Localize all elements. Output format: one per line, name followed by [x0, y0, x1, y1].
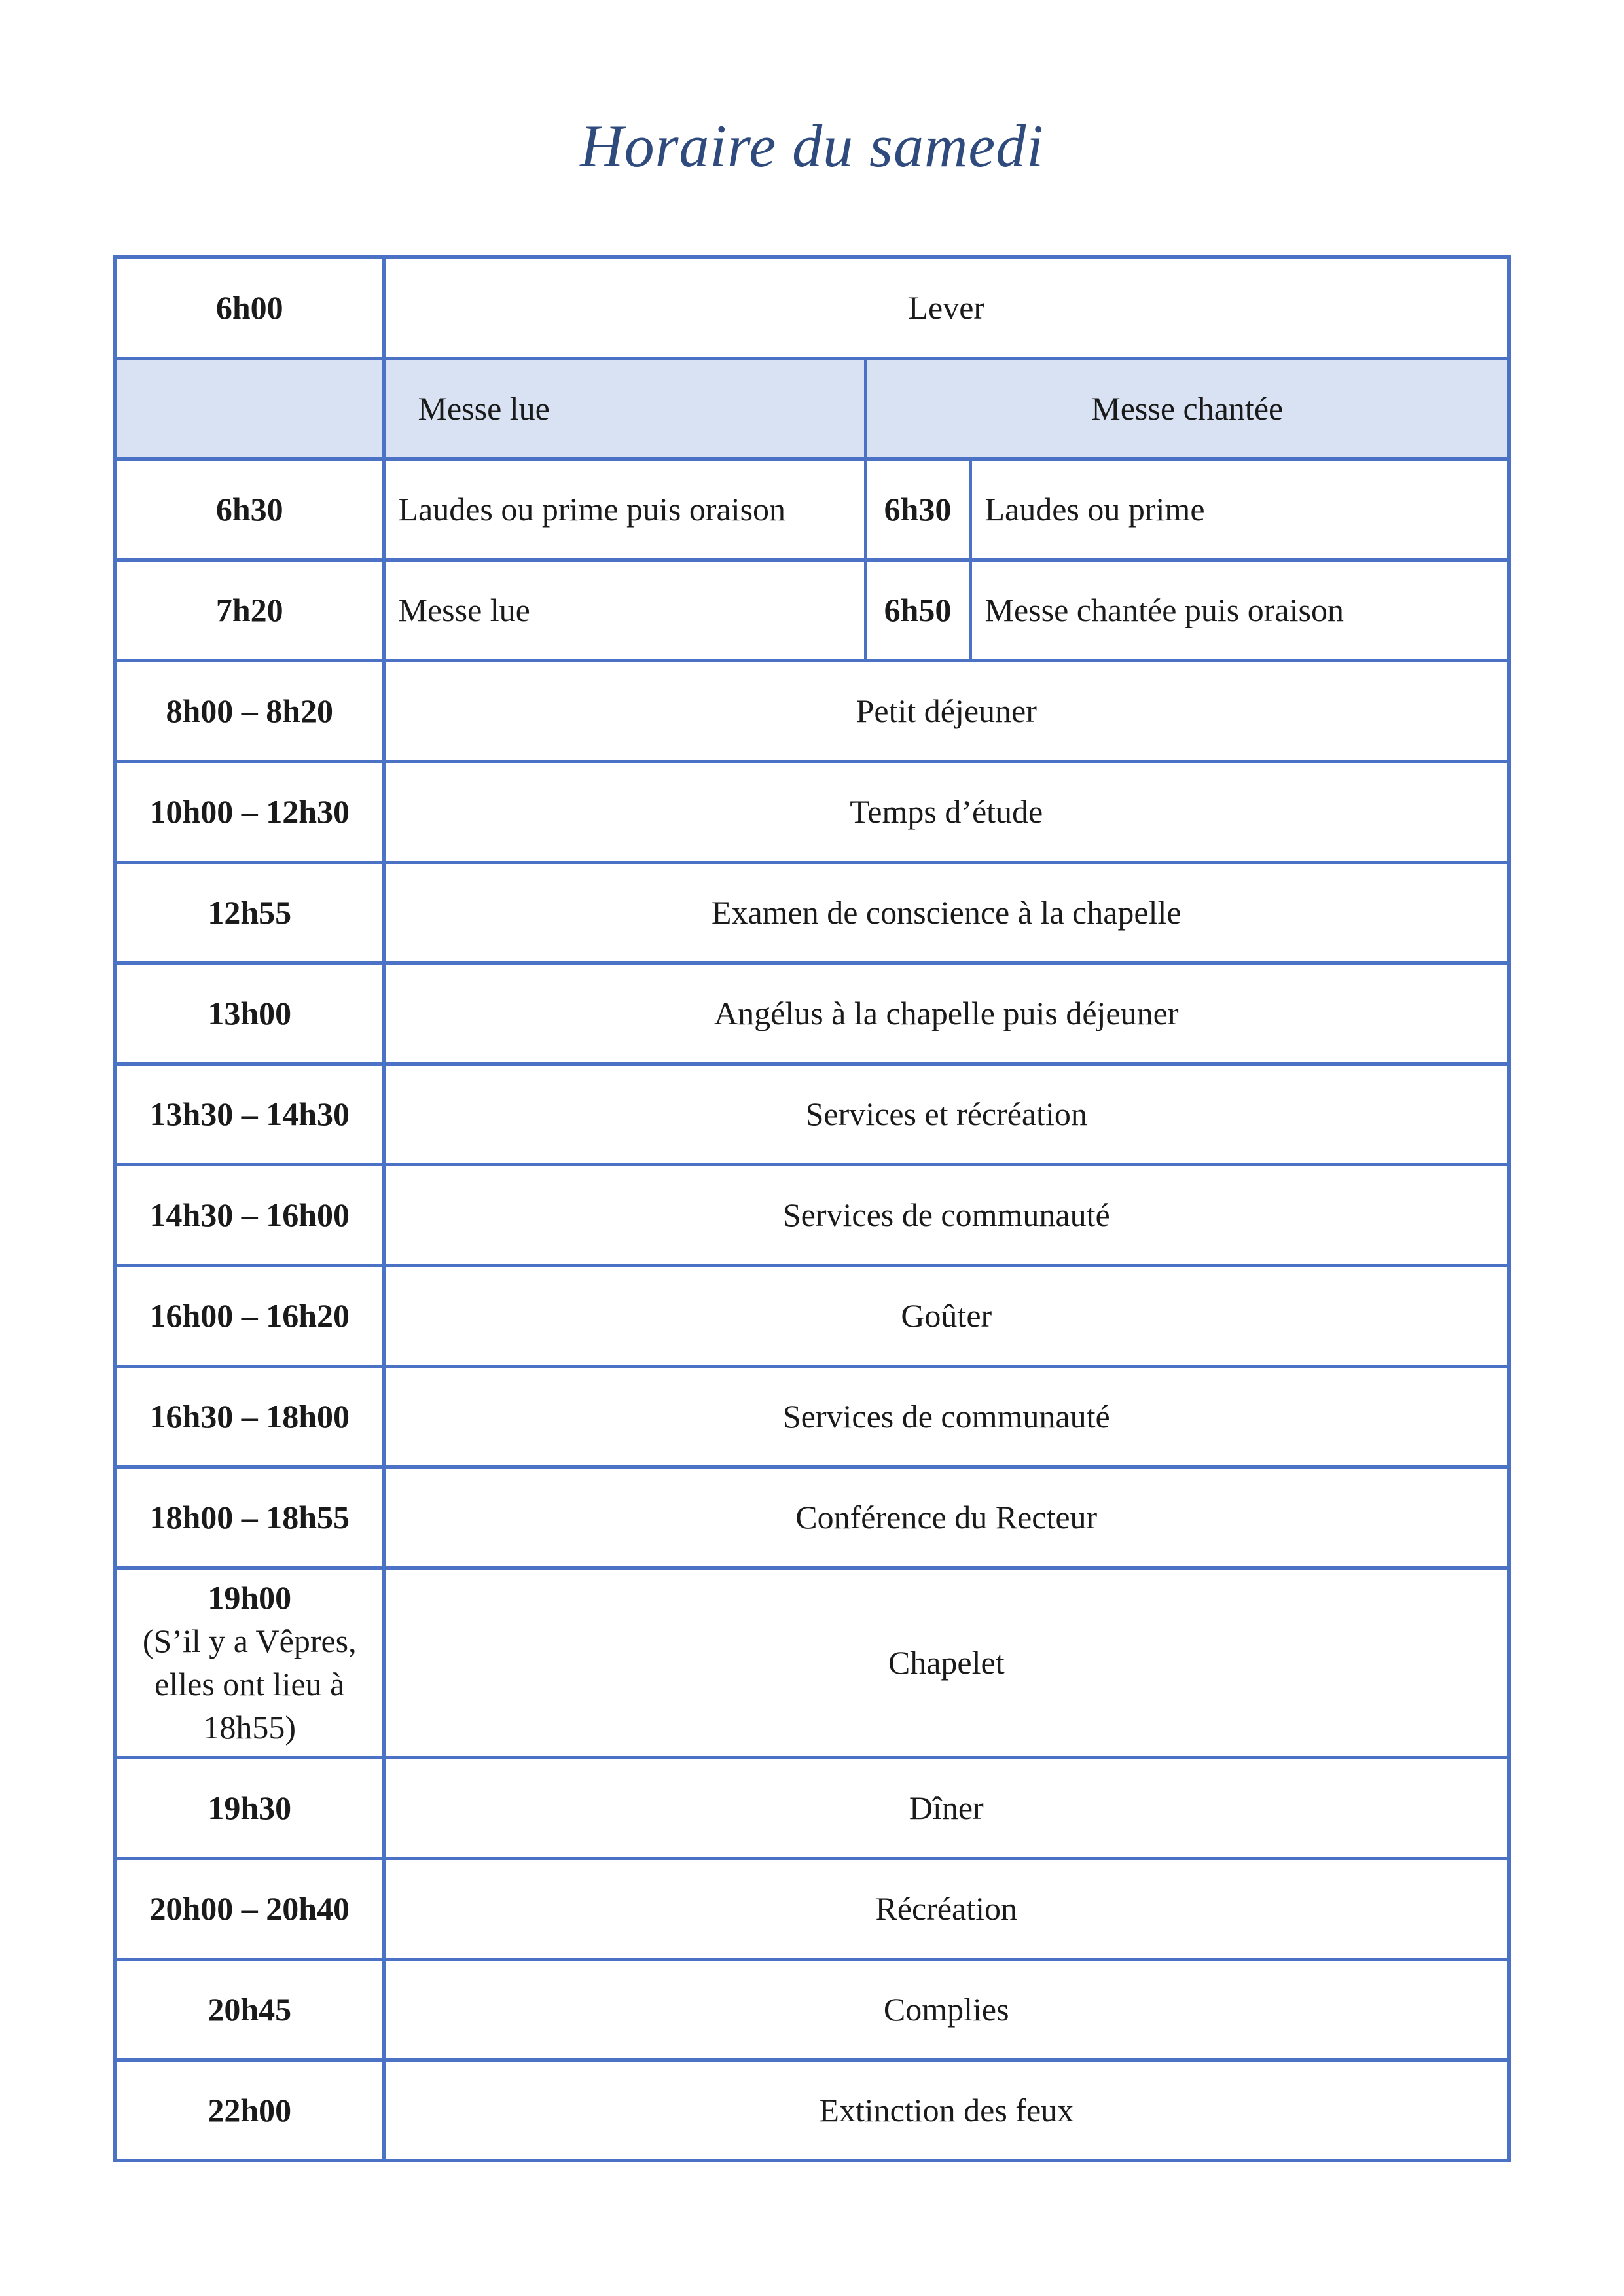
time-cell: 6h30 — [115, 459, 384, 560]
time-cell: 20h00 – 20h40 — [115, 1858, 384, 1959]
activity-cell: Chapelet — [384, 1568, 1509, 1757]
header-messe-lue: Messe lue — [384, 358, 865, 459]
table-row — [115, 459, 1509, 560]
activity-cell: Angélus à la chapelle puis déjeuner — [384, 963, 1509, 1064]
activity-cell: Petit déjeuner — [384, 660, 1509, 761]
table-row — [115, 1164, 1509, 1265]
time-cell: 8h00 – 8h20 — [115, 660, 384, 761]
time-cell: 6h00 — [115, 257, 384, 358]
time-cell: 16h30 – 18h00 — [115, 1366, 384, 1467]
time-cell: 20h45 — [115, 1959, 384, 2060]
header-empty-cell — [115, 358, 384, 459]
time-cell: 14h30 – 16h00 — [115, 1164, 384, 1265]
time-cell: 19h30 — [115, 1757, 384, 1858]
activity-cell: Conférence du Recteur — [384, 1467, 1509, 1568]
table-row — [115, 2060, 1509, 2161]
activity-cell: Extinction des feux — [384, 2060, 1509, 2161]
time-cell-right: 6h50 — [865, 560, 970, 660]
table-row — [115, 1064, 1509, 1164]
table-row — [115, 1467, 1509, 1568]
table-row — [115, 963, 1509, 1064]
time-cell: 13h00 — [115, 963, 384, 1064]
activity-cell: Récréation — [384, 1858, 1509, 1959]
table-row — [115, 560, 1509, 660]
activity-cell: Services et récréation — [384, 1064, 1509, 1164]
activity-cell: Goûter — [384, 1265, 1509, 1366]
time-note-line: 18h55) — [203, 1709, 297, 1746]
activity-cell: Complies — [384, 1959, 1509, 2060]
table-row — [115, 1568, 1509, 1757]
table-row — [115, 1265, 1509, 1366]
table-row — [115, 1959, 1509, 2060]
time-cell: 7h20 — [115, 560, 384, 660]
table-row — [115, 1858, 1509, 1959]
time-cell: 22h00 — [115, 2060, 384, 2161]
activity-cell-right: Laudes ou prime — [970, 459, 1509, 560]
header-messe-chantee: Messe chantée — [865, 358, 1509, 459]
activity-cell-right: Messe chantée puis oraison — [970, 560, 1509, 660]
time-cell: 18h00 – 18h55 — [115, 1467, 384, 1568]
time-note-line: elles ont lieu à — [154, 1666, 345, 1702]
activity-cell-left: Laudes ou prime puis oraison — [384, 459, 865, 560]
time-cell — [115, 1568, 384, 1757]
activity-cell-left: Messe lue — [384, 560, 865, 660]
schedule-table — [113, 255, 1511, 2162]
activity-cell: Examen de conscience à la chapelle — [384, 862, 1509, 963]
time-cell: 12h55 — [115, 862, 384, 963]
activity-cell: Temps d’étude — [384, 761, 1509, 862]
time-cell: 16h00 – 16h20 — [115, 1265, 384, 1366]
table-row — [115, 257, 1509, 358]
activity-cell: Services de communauté — [384, 1366, 1509, 1467]
activity-cell: Services de communauté — [384, 1164, 1509, 1265]
time-cell: 13h30 – 14h30 — [115, 1064, 384, 1164]
activity-cell: Lever — [384, 257, 1509, 358]
table-row — [115, 1757, 1509, 1858]
time-note-line: (S’il y a Vêpres, — [142, 1623, 357, 1659]
time-cell: 10h00 – 12h30 — [115, 761, 384, 862]
page-title: Horaire du samedi — [580, 113, 1044, 179]
table-row — [115, 660, 1509, 761]
time-cell-right: 6h30 — [865, 459, 970, 560]
activity-cell: Dîner — [384, 1757, 1509, 1858]
mass-header-row — [115, 358, 1509, 459]
table-row — [115, 761, 1509, 862]
table-row — [115, 1366, 1509, 1467]
table-row — [115, 862, 1509, 963]
time-value: 19h00 — [208, 1579, 292, 1616]
